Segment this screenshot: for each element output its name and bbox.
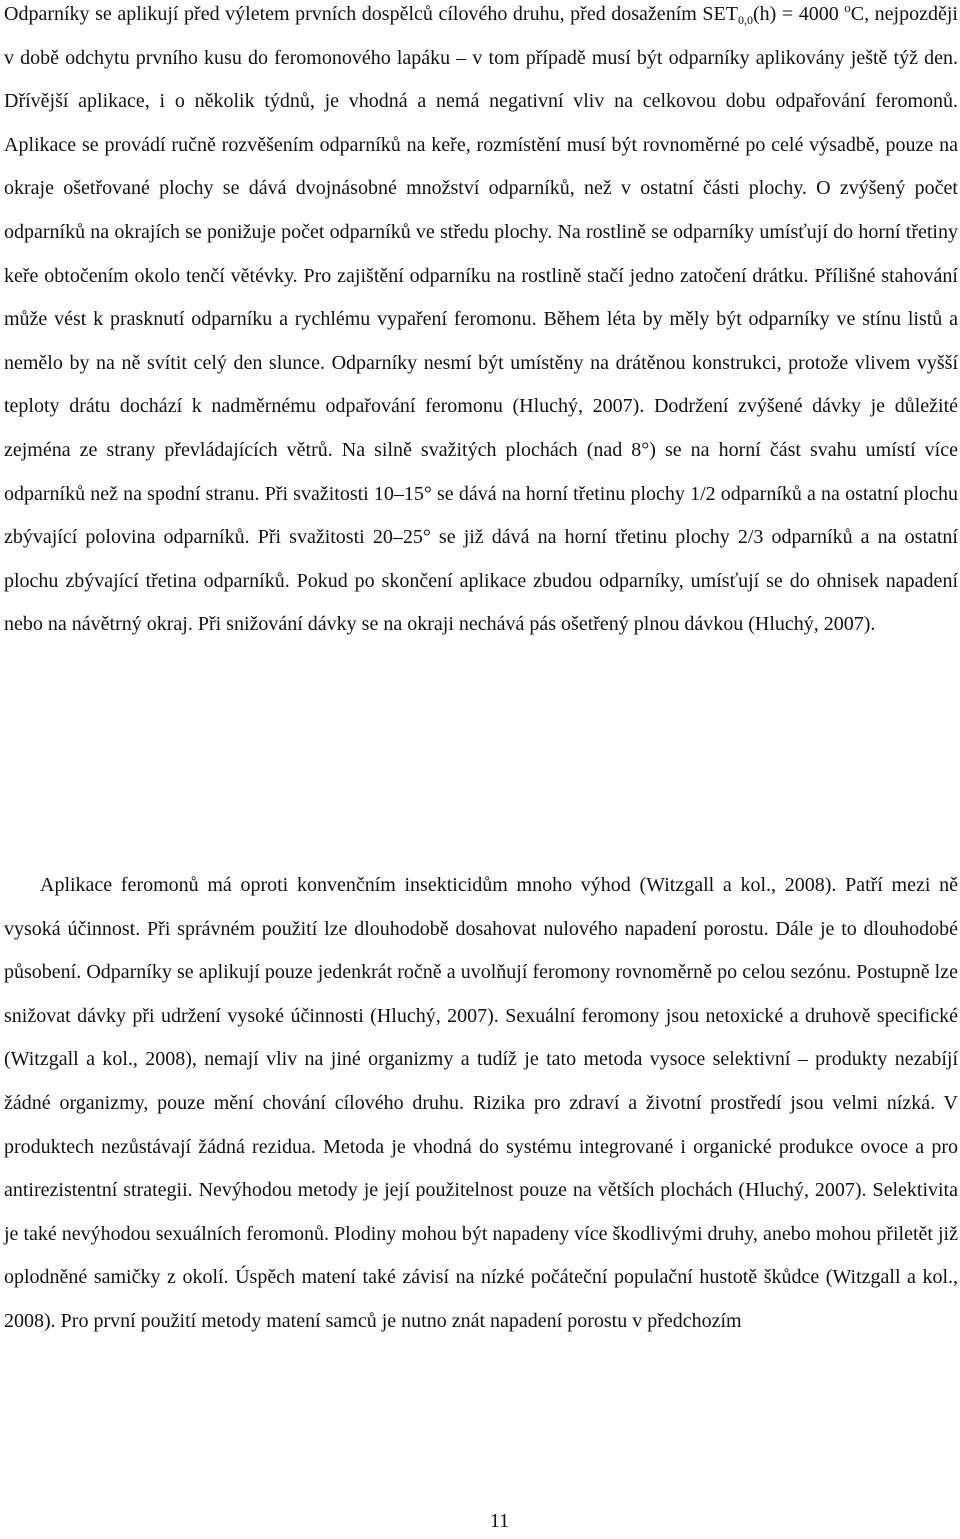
degree-superscript: o	[844, 0, 851, 15]
body-paragraph-2: Aplikace feromonů má oproti konvenčním insekticidům mnoho výhod (Witzgall a kol., 2008). Patří mezi ně vysoká účinnost. Při správném použití lze dlouhodobě dosahovat nulového napadení porostu. Dále je to dlouhodobé působení. Odparníky se aplikují pouze jedenkrát ročně a uvolňují feromony rovnoměrně po celou sezónu. Postupně lze snižovat dávky při udržení vysoké účinnosti (Hluchý, 2007). Sexuální feromony jsou netoxické a druhově specifické (Witzgall a kol., 2008), nemají vliv na jiné organizmy a tudíž je tato metoda vysoce selektivní – produkty nezabíjí žádné organizmy, pouze mění chování cílového druhu. Rizika pro zdraví a životní prostředí jsou velmi nízká. V produktech nezůstávají žádná rezidua. Metoda je vhodná do systému integrované i organické produkce ovoce a pro antirezistentní strategii. Nevýhodou metody je její použitelnost pouze na větších plochách (Hluchý, 2007). Selektivita je také nevýhodou sexuálních feromonů. Plodiny mohou být napadeny více škodlivými druhy, anebo mohou přiletět již oplodněné samičky z okolí. Úspěch matení také závisí na nízké počáteční populační hustotě škůdce (Witzgall a kol., 2008). Pro první použití metody matení samců je nutno znát napadení porostu v předchozím	[4, 874, 958, 1332]
set-subscript: 0,0	[737, 13, 753, 27]
set-equation: (h) = 4000	[752, 3, 845, 25]
body-paragraph-1	[4, 0, 958, 647]
paragraph-1-intro: Odparníky se aplikují před výletem prvních dospělců cílového druhu, před dosažením SET	[4, 3, 738, 25]
paragraph-1-text: C, nejpozději v době odchytu prvního kusu do feromonového lapáku – v tom případě musí být odparníky aplikovány ještě týž den. Dřívější aplikace, i o několik týdnů, je vhodná a nemá negativní vliv na celkovou dobu odpařování feromonů. Aplikace se provádí ručně rozvěšením odparníků na keře, rozmístění musí být rovnoměrné po celé výsadbě, pouze na okraje ošetřované plochy se dává dvojnásobné množství odparníků, než v ostatní části plochy. O zvýšený počet odparníků na okrajích se ponižuje počet odparníků ve středu plochy. Na rostlině se odparníky umísťují do horní třetiny keře obtočením okolo tenčí větévky. Pro zajištění odparníku na rostlině stačí jedno zatočení drátku. Přílišné stahování může vést k prasknutí odparníku a rychlému vypaření feromonu. Během léta by měly být odparníky ve stínu listů a nemělo by na ně svítit celý den slunce. Odparníky nesmí být umístěny na drátěnou konstrukci, protože vlivem vyšší teploty drátu dochází k nadměrnému odpařování feromonu (Hluchý, 2007). Dodržení zvýšené dávky je důležité zejména ze strany převládajících větrů. Na silně svažitých plochách (nad 8°) se na horní část svahu umístí více odparníků než na spodní stranu. Při svažitosti 10–15° se dává na horní třetinu plochy 1/2 odparníků a na ostatní plochu zbývající polovina odparníků. Při svažitosti 20–25° se již dává na horní třetinu plochy 2/3 odparníků a na ostatní plochu zbývající třetina odparníků. Pokud po skončení aplikace zbudou odparníky, umísťují se do ohnisek napadení nebo na návětrný okraj. Při snižování dávky se na okraji nechává pás ošetřený plnou dávkou (Hluchý, 2007).	[4, 3, 958, 636]
page-number: 11	[489, 1510, 510, 1532]
